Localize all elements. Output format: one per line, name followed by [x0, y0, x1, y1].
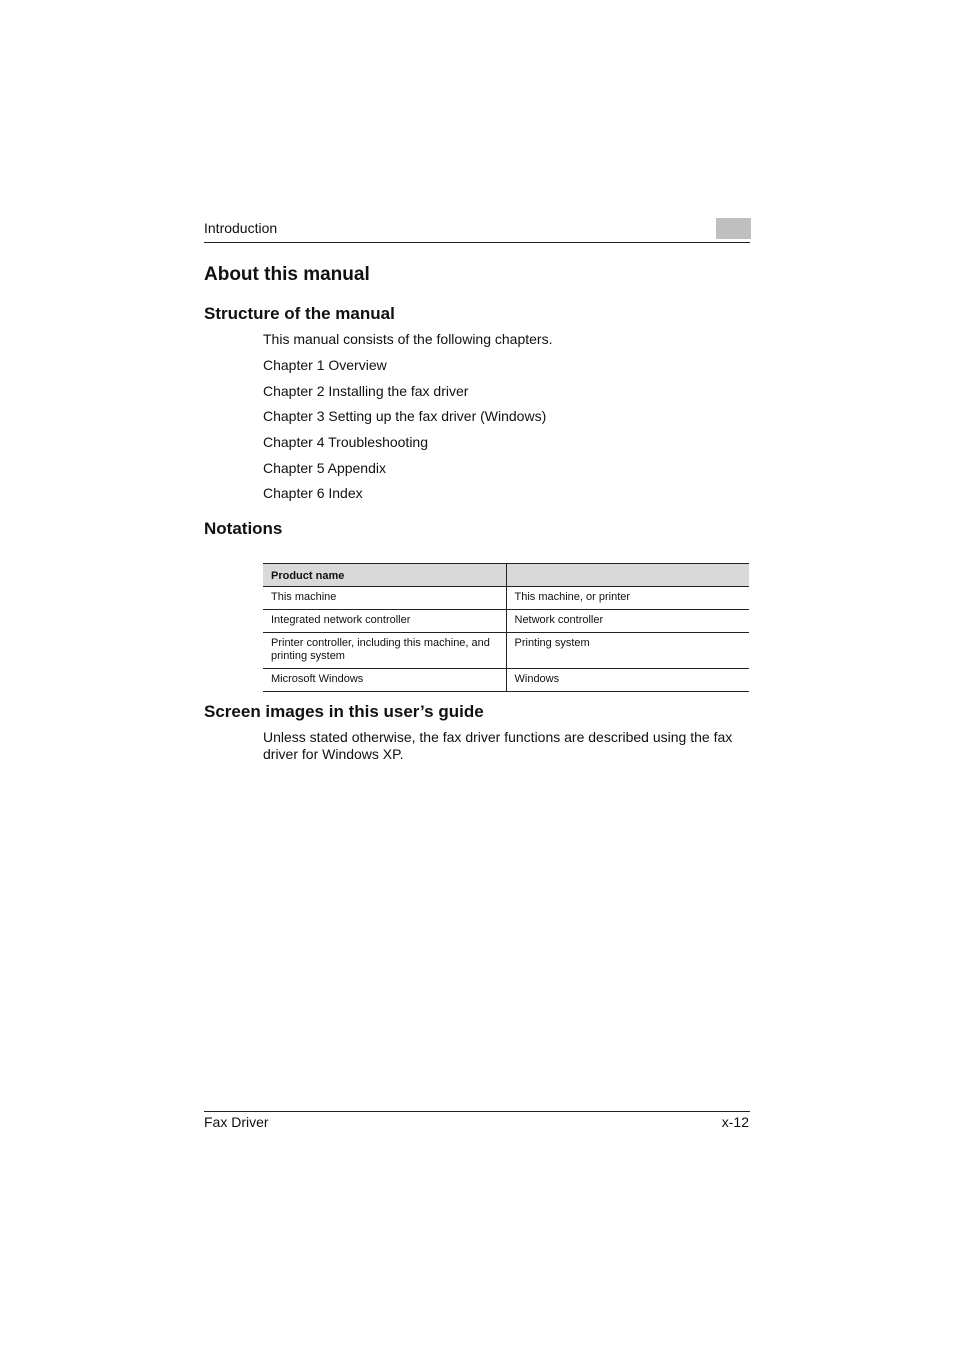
chapter-item: Chapter 3 Setting up the fax driver (Windows) — [263, 408, 547, 425]
table-cell: This machine, or printer — [506, 587, 749, 610]
chapter-list — [263, 357, 546, 511]
screen-images-heading: Screen images in this user’s guide — [204, 702, 484, 721]
table-cell: Printing system — [506, 633, 749, 669]
table-cell: Integrated network controller — [263, 610, 506, 633]
header-tab-marker — [716, 218, 751, 239]
footer-divider — [204, 1111, 750, 1112]
chapter-item: Chapter 5 Appendix — [263, 459, 386, 476]
table-cell: Windows — [506, 669, 749, 692]
table-cell: Network controller — [506, 610, 749, 633]
table-row — [263, 669, 749, 692]
table-cell: Printer controller, including this machine, and printing system — [263, 633, 506, 669]
chapter-item: Chapter 2 Installing the fax driver — [263, 382, 469, 399]
table-cell: Microsoft Windows — [263, 669, 506, 692]
notations-heading: Notations — [204, 519, 283, 538]
table-row — [263, 633, 749, 669]
chapter-item: Chapter 6 Index — [263, 485, 363, 502]
column-header: Product name — [263, 564, 506, 587]
header-divider — [204, 242, 750, 243]
structure-intro: This manual consists of the following chapters. — [263, 331, 553, 347]
page-title: About this manual — [204, 264, 370, 285]
chapter-item: Chapter 4 Troubleshooting — [263, 434, 428, 451]
table-cell: This machine — [263, 587, 506, 610]
table-row — [263, 610, 749, 633]
column-header — [506, 564, 749, 587]
header-section-label: Introduction — [204, 220, 278, 236]
page-number: x-12 — [721, 1114, 749, 1130]
chapter-item: Chapter 1 Overview — [263, 357, 387, 373]
screen-images-body: Unless stated otherwise, the fax driver functions are described using the fax driver for Windows XP. — [263, 729, 733, 762]
table-header-row — [263, 564, 749, 587]
notations-table — [263, 563, 749, 692]
footer-manual-name: Fax Driver — [204, 1114, 269, 1130]
structure-heading: Structure of the manual — [204, 304, 395, 323]
table-row — [263, 587, 749, 610]
